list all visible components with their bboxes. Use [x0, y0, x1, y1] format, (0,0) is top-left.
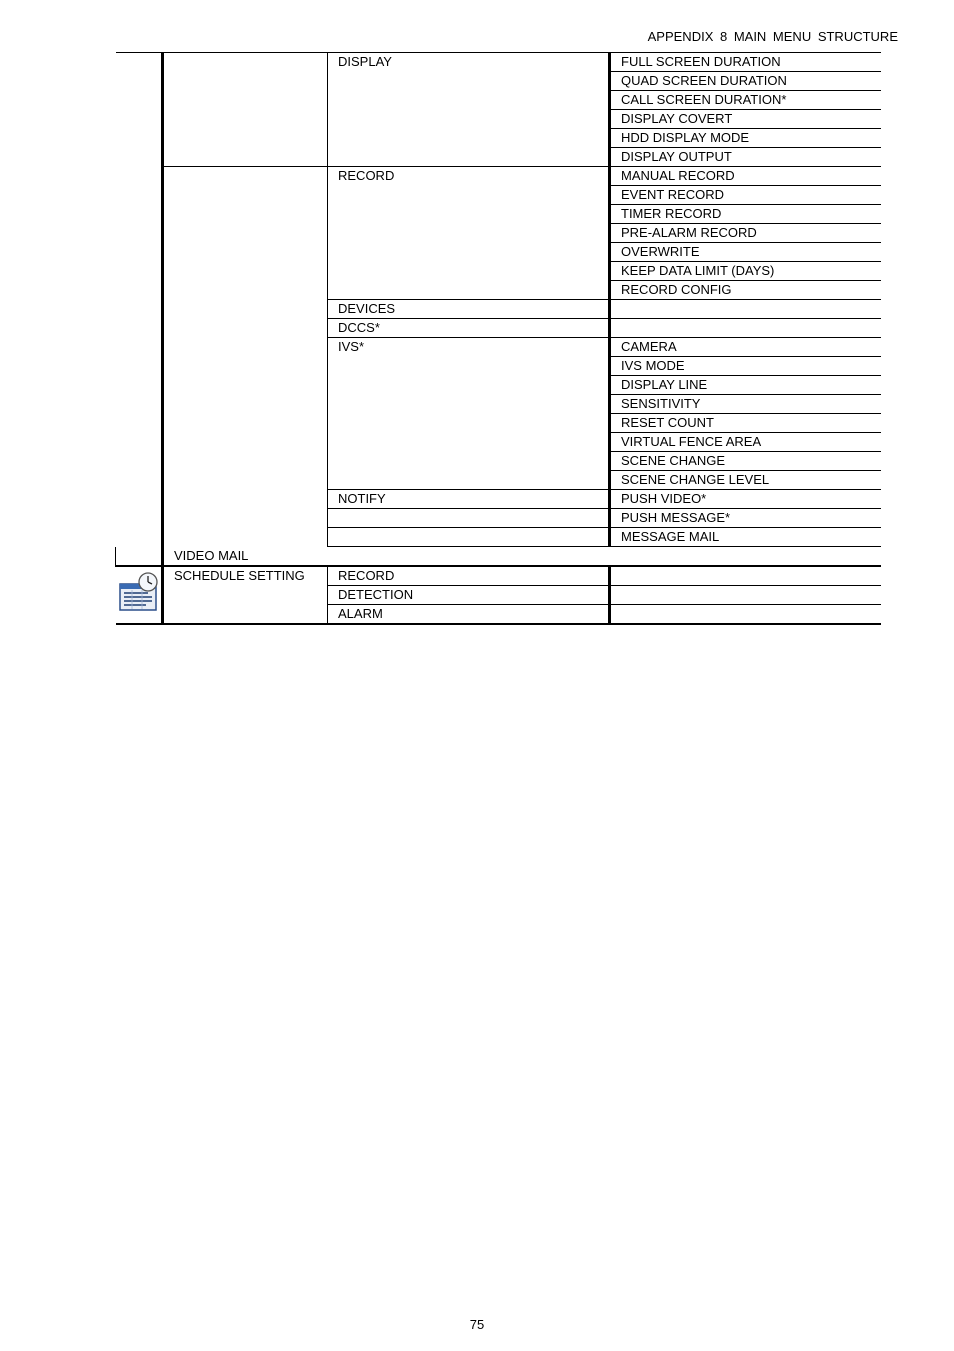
ivs-item: SCENE CHANGE LEVEL	[610, 471, 881, 490]
display-item: DISPLAY OUTPUT	[610, 148, 881, 167]
ivs-item: CAMERA	[610, 338, 881, 357]
ivs-item: IVS MODE	[610, 357, 881, 376]
ivs-item: DISPLAY LINE	[610, 376, 881, 395]
display-item: DISPLAY COVERT	[610, 110, 881, 129]
submenu-dccs: DCCS*	[328, 319, 610, 338]
ivs-item: SCENE CHANGE	[610, 452, 881, 471]
empty-item	[610, 300, 881, 319]
notify-item: MESSAGE MAIL	[610, 528, 881, 547]
empty-submenu	[328, 528, 610, 547]
notify-item: PUSH MESSAGE*	[610, 509, 881, 528]
submenu-notify: NOTIFY	[328, 490, 610, 509]
page-header: APPENDIX 8 MAIN MENU STRUCTURE	[647, 29, 898, 44]
menu-structure-table	[115, 52, 881, 625]
notify-item: VIDEO MAIL	[163, 547, 328, 566]
display-item: CALL SCREEN DURATION*	[610, 91, 881, 110]
record-item: OVERWRITE	[610, 243, 881, 262]
category-cell	[163, 53, 328, 167]
submenu-devices: DEVICES	[328, 300, 610, 319]
record-item: RECORD CONFIG	[610, 281, 881, 300]
icon-cell	[116, 53, 163, 547]
ivs-item: VIRTUAL FENCE AREA	[610, 433, 881, 452]
record-item: TIMER RECORD	[610, 205, 881, 224]
schedule-item: ALARM	[328, 604, 610, 624]
category-schedule-setting: SCHEDULE SETTING	[163, 566, 328, 624]
empty-item	[610, 566, 881, 586]
schedule-setting-icon	[118, 571, 160, 613]
ivs-item: RESET COUNT	[610, 414, 881, 433]
submenu-display: DISPLAY	[328, 53, 610, 167]
display-item: QUAD SCREEN DURATION	[610, 72, 881, 91]
record-item: PRE-ALARM RECORD	[610, 224, 881, 243]
empty-submenu	[328, 509, 610, 528]
empty-item	[610, 319, 881, 338]
record-item: EVENT RECORD	[610, 186, 881, 205]
schedule-icon-cell	[116, 566, 163, 624]
record-item: KEEP DATA LIMIT (DAYS)	[610, 262, 881, 281]
display-item: FULL SCREEN DURATION	[610, 53, 881, 72]
notify-item: PUSH VIDEO*	[610, 490, 881, 509]
submenu-record: RECORD	[328, 167, 610, 300]
empty-item	[610, 604, 881, 624]
category-cell	[163, 167, 328, 547]
submenu-ivs: IVS*	[328, 338, 610, 490]
display-item: HDD DISPLAY MODE	[610, 129, 881, 148]
empty-item	[610, 585, 881, 604]
record-item: MANUAL RECORD	[610, 167, 881, 186]
schedule-item: DETECTION	[328, 585, 610, 604]
ivs-item: SENSITIVITY	[610, 395, 881, 414]
empty-submenu	[116, 547, 163, 566]
schedule-item: RECORD	[328, 566, 610, 586]
page-number: 75	[469, 1317, 485, 1332]
